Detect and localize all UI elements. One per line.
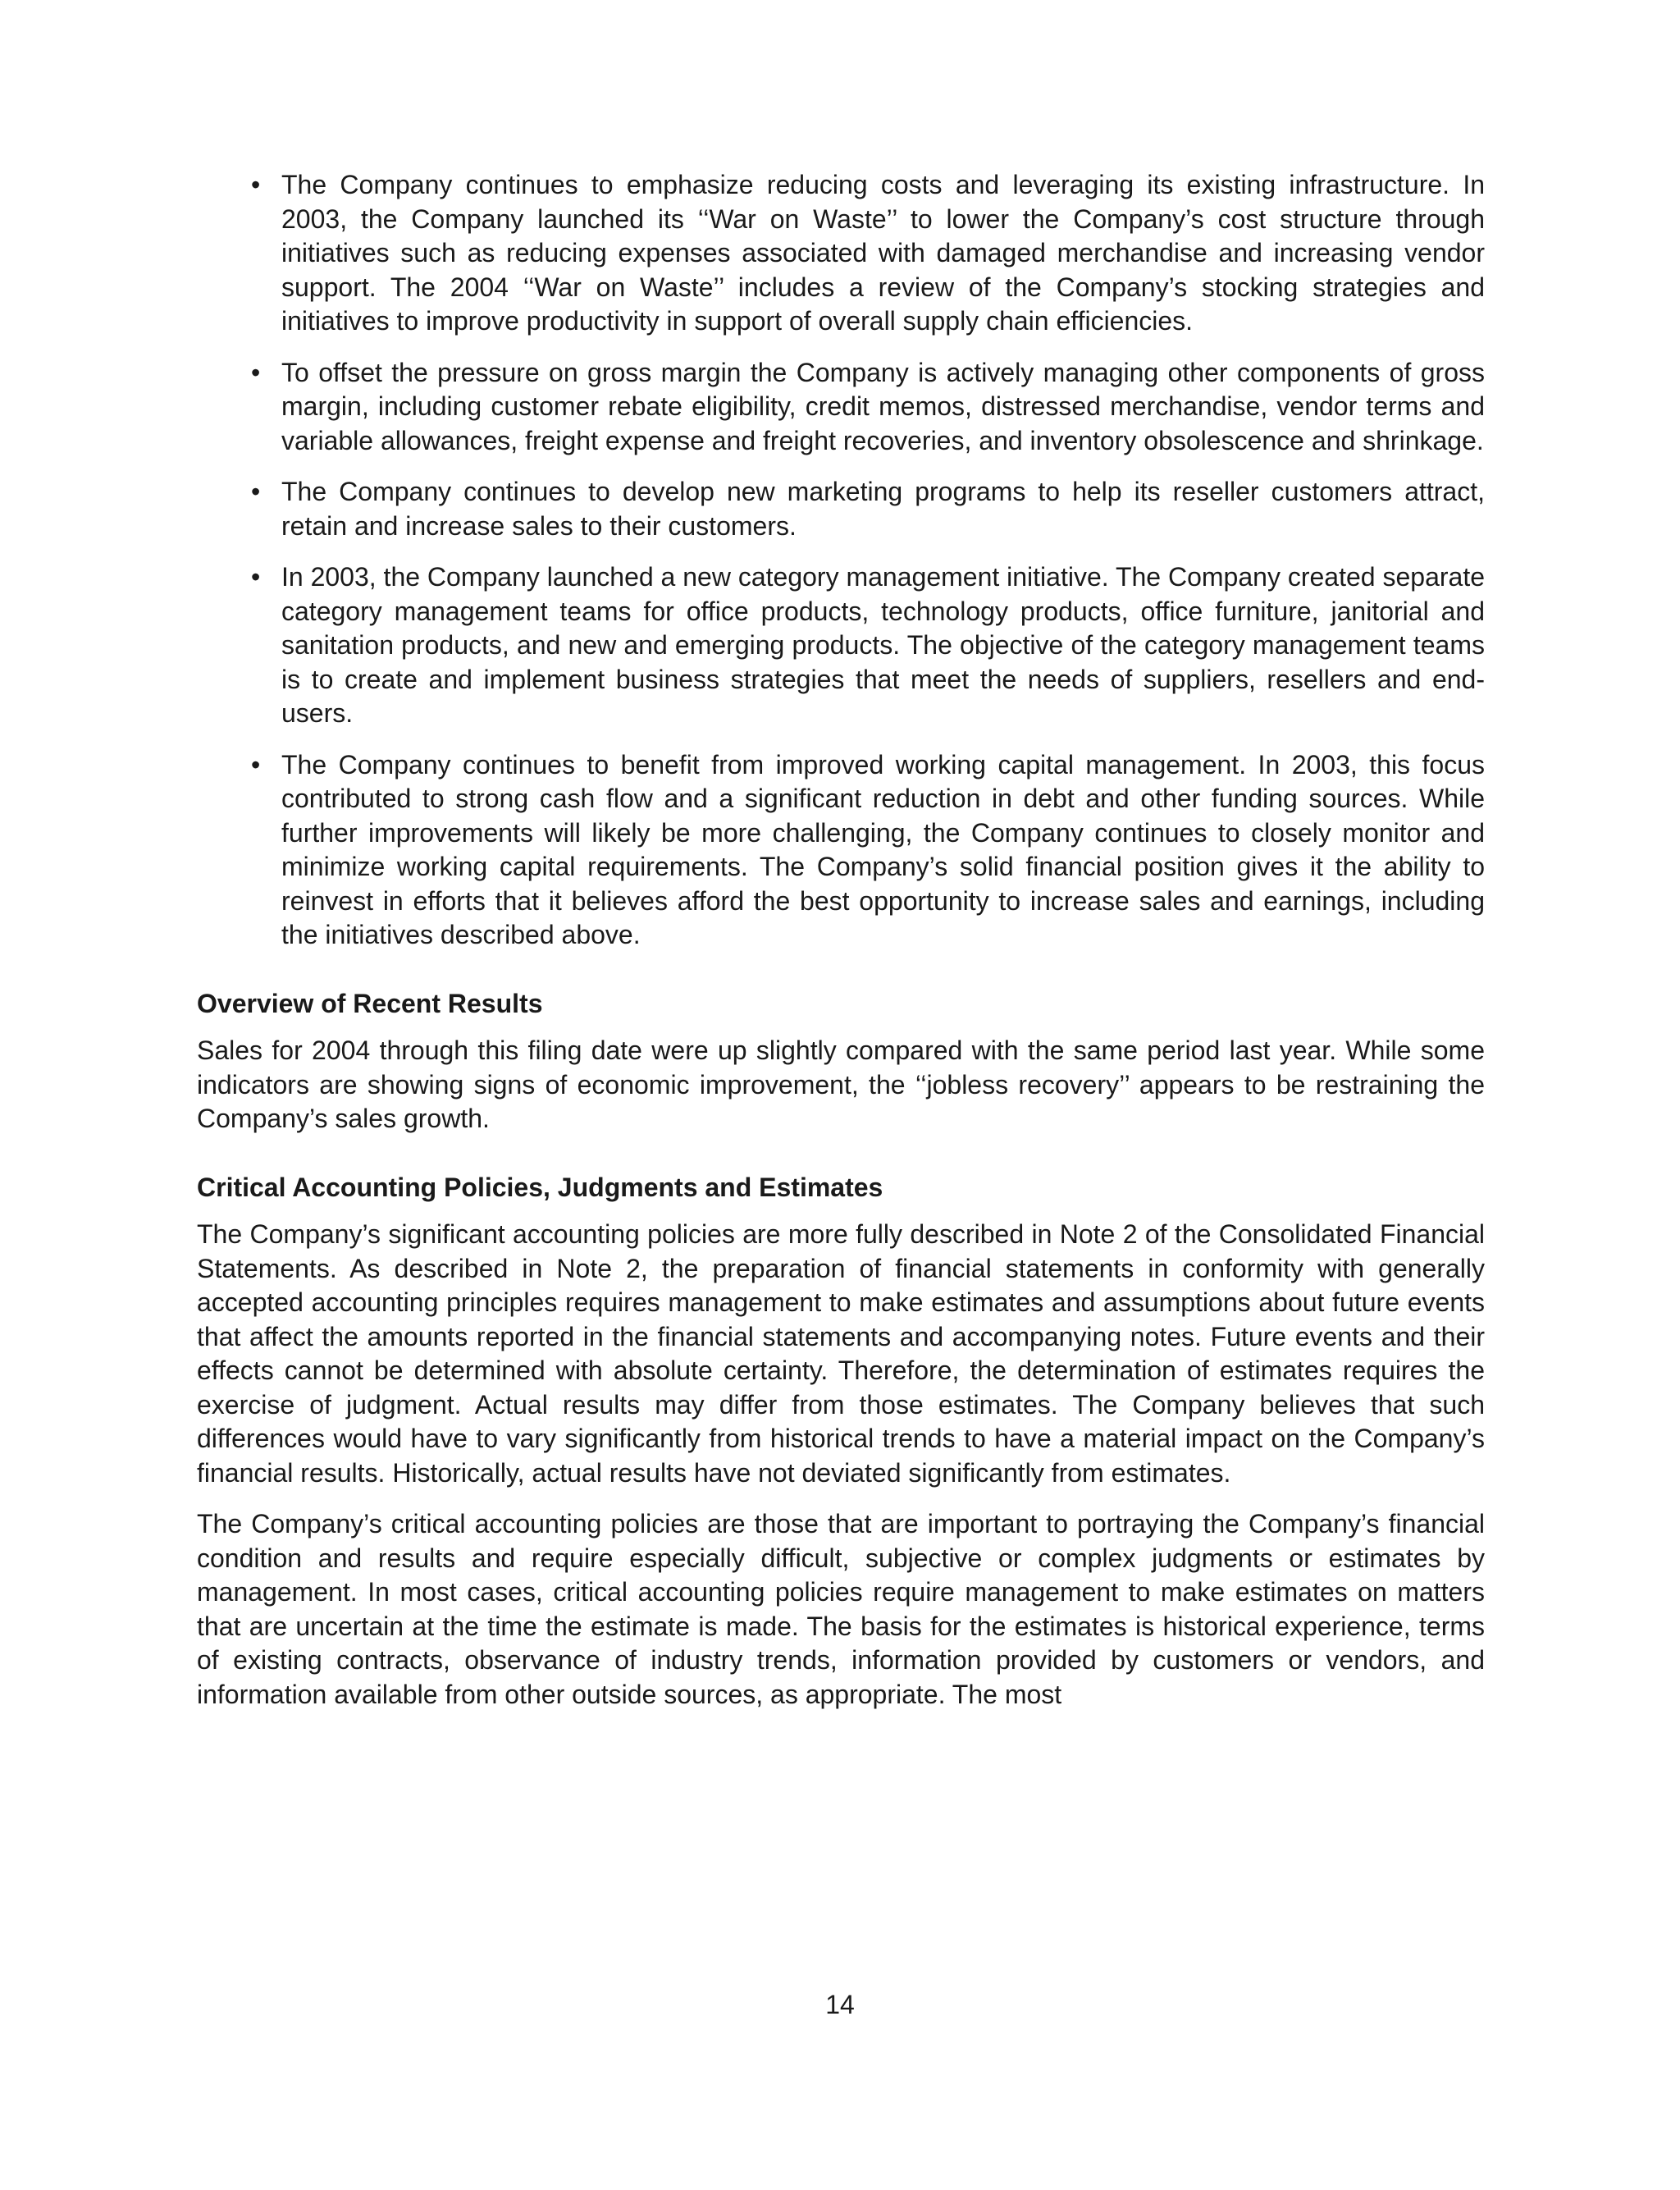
- bullet-item-category-management: [197, 560, 1485, 731]
- bullet-text: The Company continues to benefit from improved working capital management. In 2003, this focus contributed to strong cash flow and a significant reduction in debt and other funding sources. While further improvements will likely be more challenging, the Company continues to closely monitor and minimize working capital requirements. The Company’s solid financial position gives it the ability to reinvest in efforts that it believes afford the best opportunity to increase sales and earnings, including the initiatives described above.: [281, 749, 1485, 949]
- bullet-item-war-on-waste: [197, 168, 1485, 339]
- bullet-text: The Company continues to emphasize reducing costs and leveraging its existing infrastructure. In 2003, the Company launched its ‘‘War on Waste’’ to lower the Company’s cost structure through initiatives such as reducing expenses associated with damaged merchandise and increasing vendor support. The 2004 ‘‘War on Waste’’ includes a review of the Company’s stocking strategies and initiatives to improve productivity in support of overall supply chain efficiencies.: [281, 170, 1485, 336]
- bullet-icon: •: [251, 170, 261, 199]
- bullet-item-marketing-programs: [197, 475, 1485, 543]
- page-number: 14: [825, 1990, 855, 2019]
- bullet-icon: •: [251, 477, 261, 506]
- bullet-text: In 2003, the Company launched a new category management initiative. The Company created separate category management teams for office products, technology products, office furniture, janitorial and sanitation products, and new and emerging products. The objective of the category management teams is to create and implement business strategies that meet the needs of suppliers, resellers and end-users.: [281, 562, 1485, 728]
- bullet-icon: •: [251, 749, 261, 780]
- critical-policies-heading: Critical Accounting Policies, Judgments and Estimates: [197, 1172, 883, 1202]
- overview-heading: Overview of Recent Results: [197, 988, 543, 1018]
- critical-policies-paragraph-2: The Company’s critical accounting policies are those that are important to portraying the Company’s financial condition and results and require especially difficult, subjective or complex judgments or estimates by management. In most cases, critical accounting policies require management to make estimates on matters that are uncertain at the time the estimate is made. The basis for the estimates is historical experience, terms of existing contracts, observance of industry trends, information provided by customers or vendors, and information available from other outside sources, as appropriate. The most: [197, 1509, 1485, 1709]
- overview-paragraph: Sales for 2004 through this filing date were up slightly compared with the same period last year. While some indicators are showing signs of economic improvement, the ‘‘jobless recovery’’ appears to be restraining the Company’s sales growth.: [197, 1036, 1485, 1133]
- critical-policies-paragraph-1: The Company’s significant accounting policies are more fully described in Note 2 of the Consolidated Financial Statements. As described in Note 2, the preparation of financial statements in conformity with generally accepted accounting principles requires management to make estimates and assumptions about future events that affect the amounts reported in the financial statements and accompanying notes. Future events and their effects cannot be determined with absolute certainty. Therefore, the determination of estimates requires the exercise of judgment. Actual results may differ from those estimates. The Company believes that such differences would have to vary significantly from historical trends to have a material impact on the Company’s financial results. Historically, actual results have not deviated significantly from estimates.: [197, 1219, 1485, 1488]
- bullet-text: To offset the pressure on gross margin the Company is actively managing other components of gross margin, including customer rebate eligibility, credit memos, distressed merchandise, vendor terms and variable allowances, freight expense and freight recoveries, and inventory obsolescence and shrinkage.: [281, 357, 1485, 455]
- initiatives-bullet-list: [197, 168, 1485, 953]
- bullet-text: The Company continues to develop new marketing programs to help its reseller customers attract, retain and increase sales to their customers.: [281, 477, 1485, 541]
- bullet-item-gross-margin: [197, 356, 1485, 459]
- bullet-icon: •: [251, 357, 261, 387]
- bullet-item-working-capital: [197, 748, 1485, 953]
- bullet-icon: •: [251, 562, 261, 592]
- document-page: [197, 168, 1485, 1729]
